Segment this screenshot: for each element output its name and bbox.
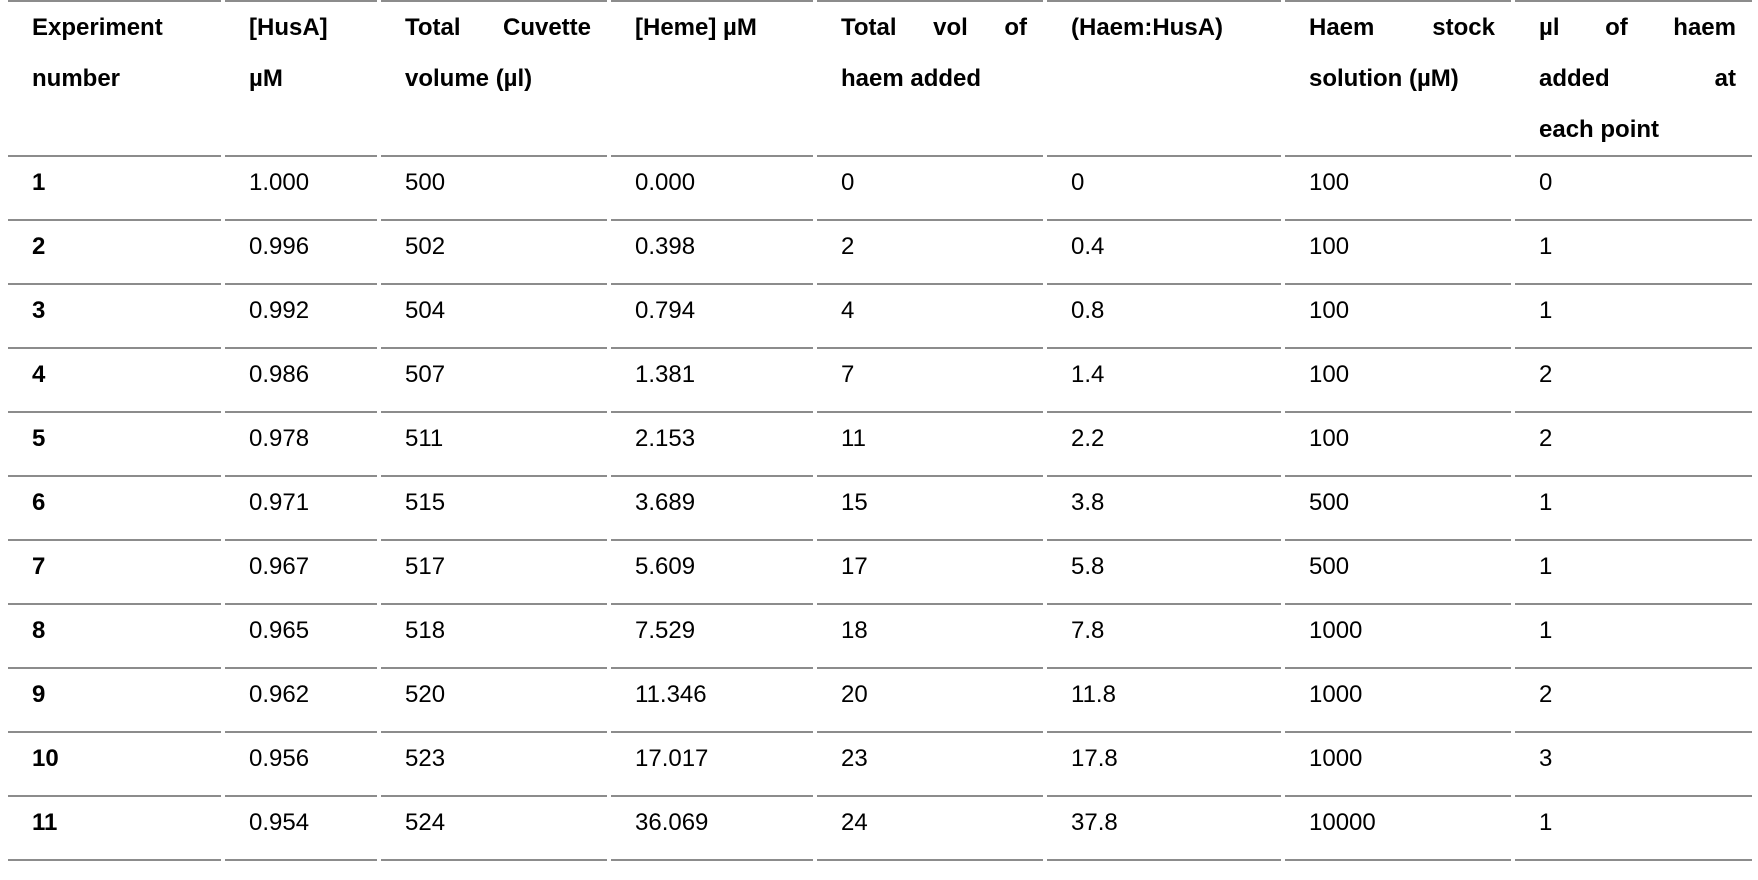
table-row [8, 220, 1752, 284]
cell-husa: 1.000 [223, 156, 379, 220]
cell-heme: 11.346 [609, 668, 815, 732]
cell-haem-stock-solution: 1000 [1283, 604, 1513, 668]
cell-heme: 2.153 [609, 412, 815, 476]
header-line: each point [1539, 116, 1660, 143]
cell-total-cuvette-volume: 518 [379, 604, 609, 668]
cell-husa: 0.986 [223, 348, 379, 412]
cell-haem-husa-ratio: 17.8 [1045, 732, 1283, 796]
cell-haem-stock-solution: 1000 [1283, 732, 1513, 796]
cell-total-vol-haem-added: 15 [815, 476, 1045, 540]
cell-heme: 17.017 [609, 732, 815, 796]
cell-experiment-number: 2 [8, 220, 223, 284]
cell-total-vol-haem-added: 11 [815, 412, 1045, 476]
cell-husa: 0.967 [223, 540, 379, 604]
cell-husa: 0.996 [223, 220, 379, 284]
cell-husa: 0.956 [223, 732, 379, 796]
cell-haem-husa-ratio: 0 [1045, 156, 1283, 220]
cell-total-vol-haem-added: 7 [815, 348, 1045, 412]
cell-ul-haem-added: 2 [1539, 361, 1553, 388]
table-row [8, 668, 1752, 732]
experiment-table-container [8, 0, 1752, 861]
cell-haem-husa-ratio: 3.8 [1045, 476, 1283, 540]
cell-experiment-number: 3 [8, 284, 223, 348]
cell-heme: 7.529 [609, 604, 815, 668]
header-line: µM [249, 65, 283, 92]
table-row [8, 732, 1752, 796]
header-line: added at [1539, 65, 1736, 92]
cell-total-cuvette-volume: 511 [379, 412, 609, 476]
cell-haem-stock-solution: 100 [1283, 220, 1513, 284]
cell-experiment-number: 10 [8, 732, 223, 796]
cell-haem-stock-solution: 100 [1283, 348, 1513, 412]
cell-ul-haem-added: 2 [1539, 681, 1553, 708]
cell-heme: 0.398 [609, 220, 815, 284]
cell-total-cuvette-volume: 507 [379, 348, 609, 412]
cell-experiment-number: 6 [8, 476, 223, 540]
cell-total-cuvette-volume: 515 [379, 476, 609, 540]
header-line: [Heme] µM [635, 14, 757, 41]
header-line: solution (µM) [1309, 65, 1459, 92]
header-haem-stock-solution [1283, 1, 1513, 156]
cell-haem-stock-solution: 500 [1283, 540, 1513, 604]
cell-ul-haem-added: 1 [1539, 233, 1553, 260]
table-header [8, 1, 1752, 156]
cell-haem-husa-ratio: 7.8 [1045, 604, 1283, 668]
cell-experiment-number: 8 [8, 604, 223, 668]
header-line: Experiment [32, 14, 163, 41]
cell-total-vol-haem-added: 17 [815, 540, 1045, 604]
cell-total-vol-haem-added: 4 [815, 284, 1045, 348]
cell-experiment-number: 5 [8, 412, 223, 476]
cell-total-cuvette-volume: 502 [379, 220, 609, 284]
cell-haem-husa-ratio: 2.2 [1045, 412, 1283, 476]
table-row [8, 604, 1752, 668]
cell-haem-husa-ratio: 11.8 [1045, 668, 1283, 732]
cell-total-vol-haem-added: 24 [815, 796, 1045, 860]
cell-husa: 0.978 [223, 412, 379, 476]
cell-total-cuvette-volume: 523 [379, 732, 609, 796]
header-ul-haem-added [1513, 1, 1752, 156]
cell-heme: 3.689 [609, 476, 815, 540]
cell-haem-husa-ratio: 0.8 [1045, 284, 1283, 348]
cell-heme: 36.069 [609, 796, 815, 860]
table-row [8, 540, 1752, 604]
cell-ul-haem-added: 2 [1539, 425, 1553, 452]
header-line: volume (µl) [405, 65, 533, 92]
cell-haem-stock-solution: 500 [1283, 476, 1513, 540]
cell-ul-haem-added: 1 [1539, 489, 1553, 516]
header-row [8, 1, 1752, 156]
table-row [8, 476, 1752, 540]
cell-ul-haem-added: 1 [1539, 553, 1553, 580]
header-line: (Haem:HusA) [1071, 14, 1224, 41]
header-total-vol-haem-added [815, 1, 1045, 156]
cell-total-vol-haem-added: 0 [815, 156, 1045, 220]
cell-ul-haem-added: 1 [1539, 617, 1553, 644]
header-line: Total Cuvette [405, 14, 591, 41]
cell-heme: 5.609 [609, 540, 815, 604]
header-line: Total vol of [841, 14, 1027, 41]
header-line: haem added [841, 65, 982, 92]
cell-ul-haem-added: 0 [1539, 169, 1553, 196]
cell-husa: 0.992 [223, 284, 379, 348]
table-row [8, 348, 1752, 412]
cell-total-vol-haem-added: 2 [815, 220, 1045, 284]
table-row [8, 156, 1752, 220]
cell-haem-stock-solution: 100 [1283, 412, 1513, 476]
cell-total-vol-haem-added: 23 [815, 732, 1045, 796]
cell-haem-stock-solution: 100 [1283, 156, 1513, 220]
cell-haem-stock-solution: 100 [1283, 284, 1513, 348]
cell-ul-haem-added: 3 [1539, 745, 1553, 772]
header-line: [HusA] [249, 14, 328, 41]
cell-haem-stock-solution: 1000 [1283, 668, 1513, 732]
cell-experiment-number: 4 [8, 348, 223, 412]
header-line: µl of haem [1539, 14, 1736, 41]
header-line: number [32, 65, 121, 92]
cell-haem-husa-ratio: 0.4 [1045, 220, 1283, 284]
cell-husa: 0.962 [223, 668, 379, 732]
cell-haem-stock-solution: 10000 [1283, 796, 1513, 860]
cell-ul-haem-added: 1 [1539, 297, 1553, 324]
cell-haem-husa-ratio: 1.4 [1045, 348, 1283, 412]
table-body [8, 156, 1752, 860]
cell-experiment-number: 7 [8, 540, 223, 604]
cell-experiment-number: 1 [8, 156, 223, 220]
table-row [8, 412, 1752, 476]
header-line: Haem stock [1309, 14, 1495, 41]
cell-heme: 0.794 [609, 284, 815, 348]
header-heme [609, 1, 815, 156]
cell-total-vol-haem-added: 20 [815, 668, 1045, 732]
header-haem-husa-ratio [1045, 1, 1283, 156]
header-experiment-number [8, 1, 223, 156]
cell-total-cuvette-volume: 504 [379, 284, 609, 348]
cell-ul-haem-added: 1 [1539, 809, 1553, 836]
table-row [8, 796, 1752, 860]
cell-husa: 0.965 [223, 604, 379, 668]
table-row [8, 284, 1752, 348]
cell-heme: 1.381 [609, 348, 815, 412]
cell-experiment-number: 11 [8, 796, 223, 860]
cell-total-cuvette-volume: 500 [379, 156, 609, 220]
cell-haem-husa-ratio: 5.8 [1045, 540, 1283, 604]
cell-experiment-number: 9 [8, 668, 223, 732]
cell-husa: 0.971 [223, 476, 379, 540]
cell-total-cuvette-volume: 517 [379, 540, 609, 604]
cell-total-cuvette-volume: 524 [379, 796, 609, 860]
cell-haem-husa-ratio: 37.8 [1045, 796, 1283, 860]
header-husa [223, 1, 379, 156]
cell-total-cuvette-volume: 520 [379, 668, 609, 732]
cell-husa: 0.954 [223, 796, 379, 860]
experiment-table [8, 0, 1752, 861]
cell-total-vol-haem-added: 18 [815, 604, 1045, 668]
cell-heme: 0.000 [609, 156, 815, 220]
header-total-cuvette-volume [379, 1, 609, 156]
